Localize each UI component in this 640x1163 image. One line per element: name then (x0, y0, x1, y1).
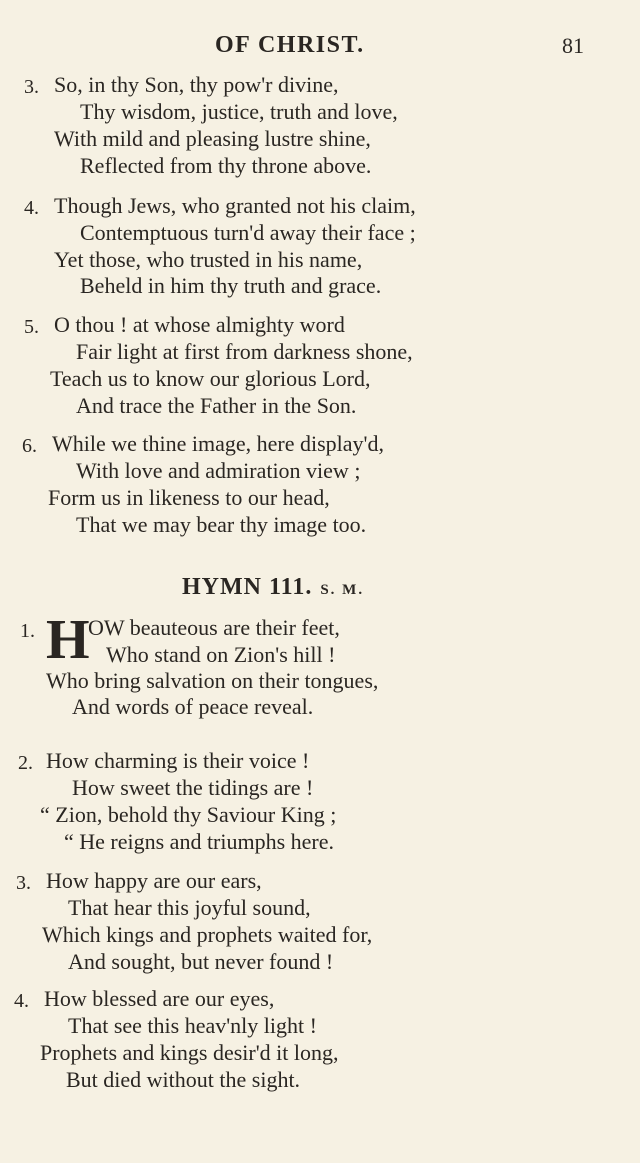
stanza-number: 3. (16, 872, 31, 894)
verse-line: Teach us to know our glorious Lord, (50, 366, 371, 391)
verse-line: Reflected from thy throne above. (80, 153, 372, 178)
verse-line: While we thine image, here display'd, (52, 431, 385, 456)
verse-line: And sought, but never found ! (68, 949, 334, 974)
hymn-title: HYMN 111. (182, 574, 313, 600)
running-header: OF CHRIST. (215, 32, 365, 58)
verse-line: Who stand on Zion's hill ! (106, 642, 336, 667)
verse-line: Yet those, who trusted in his name, (54, 247, 363, 272)
verse-line: OW beauteous are their feet, (88, 615, 340, 640)
verse-line: Contemptuous turn'd away their face ; (80, 220, 416, 245)
verse-line: Prophets and kings desir'd it long, (40, 1040, 339, 1065)
page-number: 81 (562, 33, 584, 58)
verse-line: Who bring salvation on their tongues, (46, 668, 379, 693)
verse-line: Which kings and prophets waited for, (42, 922, 373, 947)
verse-line: With mild and pleasing lustre shine, (54, 126, 371, 151)
verse-line: Thy wisdom, justice, truth and love, (80, 99, 398, 124)
verse-line: How charming is their voice ! (46, 748, 310, 773)
verse-line: That see this heav'nly light ! (68, 1013, 317, 1038)
verse-line: Fair light at first from darkness shone, (76, 339, 413, 364)
verse-line: That we may bear thy image too. (76, 512, 367, 537)
verse-line: And trace the Father in the Son. (76, 393, 357, 418)
verse-line: That hear this joyful sound, (68, 895, 311, 920)
verse-line: Beheld in him thy truth and grace. (80, 273, 382, 298)
verse-line: How sweet the tidings are ! (72, 775, 314, 800)
verse-line: Form us in likeness to our head, (48, 485, 330, 510)
drop-cap: H (46, 609, 90, 671)
stanza-number: 6. (22, 435, 37, 457)
stanza-number: 4. (14, 990, 29, 1012)
stanza-number: 2. (18, 752, 33, 774)
verse-line: How happy are our ears, (46, 868, 262, 893)
hymn-meter: S. M. (320, 582, 365, 598)
verse-line: With love and admiration view ; (76, 458, 361, 483)
stanza-number: 3. (24, 76, 39, 98)
verse-line: And words of peace reveal. (72, 694, 314, 719)
verse-line: But died without the sight. (66, 1067, 301, 1092)
hymn-heading (182, 572, 364, 605)
verse-line: So, in thy Son, thy pow'r divine, (54, 72, 339, 97)
stanza-number: 4. (24, 197, 39, 219)
stanza-number: 5. (24, 316, 39, 338)
verse-line: Though Jews, who granted not his claim, (54, 193, 416, 218)
verse-line: O thou ! at whose almighty word (54, 312, 345, 337)
verse-line: How blessed are our eyes, (44, 986, 275, 1011)
stanza-number: 1. (20, 620, 35, 642)
verse-line: “ He reigns and triumphs here. (64, 829, 335, 854)
verse-line: “ Zion, behold thy Saviour King ; (40, 802, 337, 827)
